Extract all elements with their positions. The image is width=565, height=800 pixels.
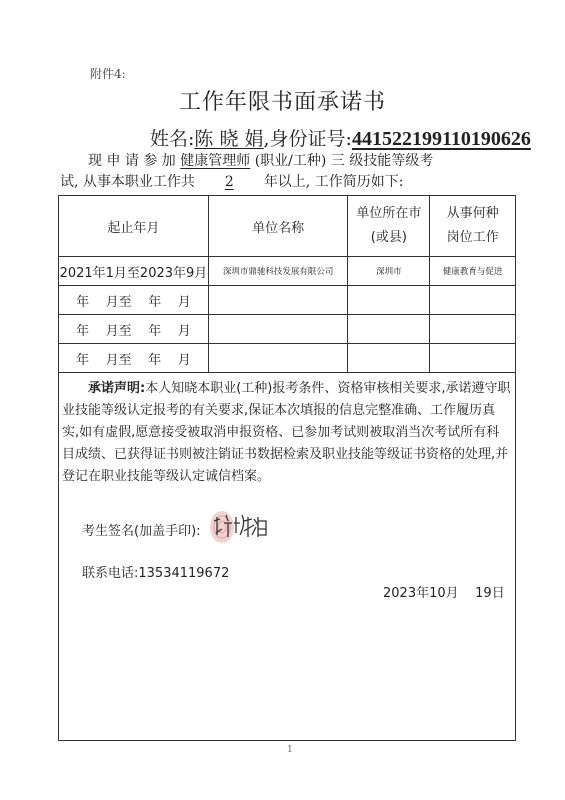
header-position-line1: 从事何种	[446, 206, 499, 221]
row-period: 年 月至 年 月	[59, 286, 209, 315]
row-location	[348, 286, 430, 315]
id-label: ,身份证号:	[263, 128, 352, 150]
name-value: 陈 晓 娟	[194, 128, 264, 150]
header-period: 起止年月	[59, 196, 209, 257]
table-row	[59, 286, 516, 315]
row-period: 年 月至 年 月	[59, 315, 209, 344]
apply-prefix: 现 申 请 参 加	[88, 153, 176, 169]
pledge-text: 本人知晓本职业(工种)报考条件、资格审核相关要求,承诺遵守职业技能等级认定报考的有关要求,保证本次填报的信息完整准确、工作履历真实,如有虚假,愿意接受被取消申报资格、已参加考试则被取消当次考试所有科目成绩、已获得证书则被注销证书数据检索及职业技能等级证书资格的处理,并登记在职业技能等级认定诚信档案。	[62, 381, 511, 484]
header-employer: 单位名称	[208, 196, 348, 257]
phone-value: 13534119672	[138, 566, 230, 581]
table-header-row	[59, 196, 516, 257]
years-suffix: 年以上, 工作简历如下:	[263, 174, 404, 190]
document-title: 工作年限书面承诺书	[178, 90, 386, 115]
table-row	[59, 257, 516, 286]
table-row	[59, 315, 516, 344]
table-row	[59, 344, 516, 373]
row-employer: 深圳市鼎驰科技发展有限公司	[208, 257, 348, 286]
row-location	[348, 344, 430, 373]
header-position-line2: 岗位工作	[446, 230, 499, 245]
row-employer	[208, 286, 348, 315]
row-location: 深圳市	[348, 257, 430, 286]
years-value: 2	[224, 174, 234, 190]
page-mark: 1	[287, 745, 293, 755]
phone-label: 联系电话:	[82, 566, 139, 581]
signature-label: 考生签名(加盖手印):	[82, 524, 201, 539]
apply-line	[88, 150, 433, 170]
sign-date: 2023年10月 19日	[383, 586, 505, 601]
apply-suffix: (职业/工种) 三 级技能等级考	[254, 153, 434, 169]
work-history-table	[58, 195, 516, 373]
attachment-label: 附件4:	[90, 67, 126, 81]
years-prefix: 试, 从事本职业工作共	[60, 174, 195, 190]
row-employer	[208, 315, 348, 344]
row-position: 健康教育与促进	[430, 257, 516, 286]
pledge-label: 承诺声明:	[88, 381, 146, 396]
signature-fingerprint-graphic	[208, 507, 270, 547]
row-employer	[208, 344, 348, 373]
name-label: 姓名:	[150, 128, 195, 150]
row-position	[430, 315, 516, 344]
row-location	[348, 315, 430, 344]
header-position	[430, 196, 516, 257]
id-number: 441522199110190626	[351, 128, 531, 150]
row-position	[430, 344, 516, 373]
header-location-line1: 单位所在市	[356, 206, 422, 221]
pledge-statement	[62, 378, 512, 488]
handwritten-signature	[208, 507, 270, 551]
header-location	[348, 196, 430, 257]
row-period: 年 月至 年 月	[59, 344, 209, 373]
years-line	[60, 171, 403, 191]
applicant-line	[150, 124, 531, 151]
header-location-line2: (或县)	[370, 230, 407, 245]
row-period: 2021年1月至2023年9月	[59, 257, 209, 286]
contact-phone	[82, 562, 229, 581]
occupation-value: 健康管理师	[180, 153, 251, 169]
row-position	[430, 286, 516, 315]
